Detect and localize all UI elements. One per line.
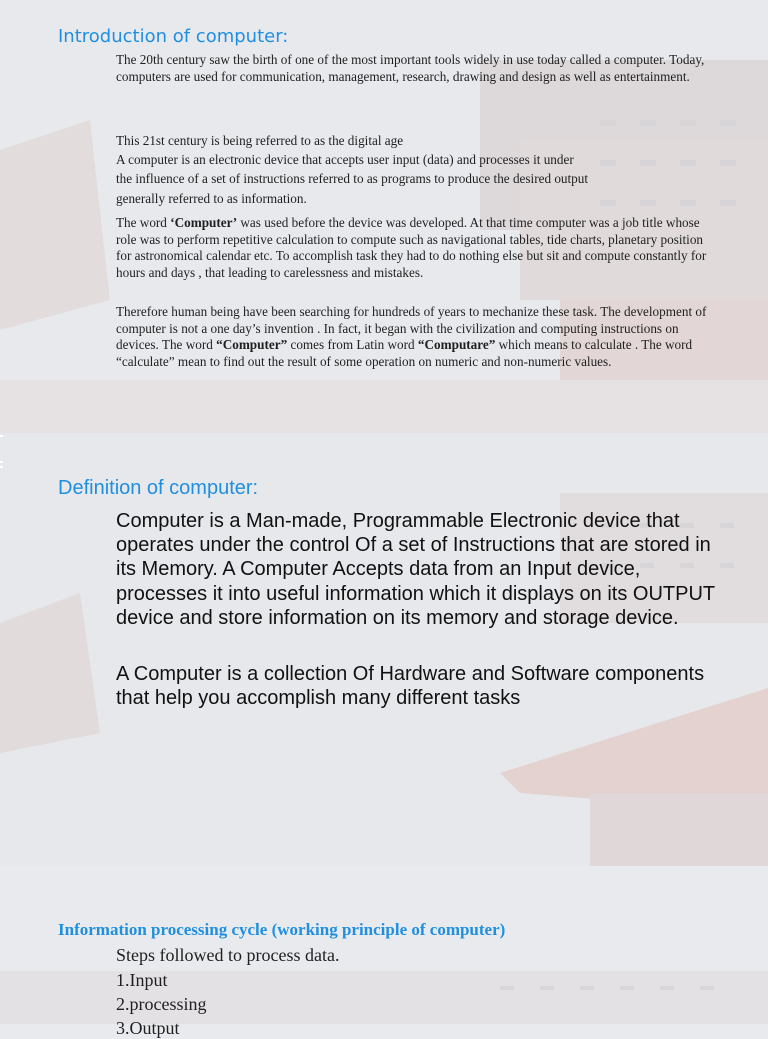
steps-intro: Steps followed to process data. [116, 945, 340, 965]
slide-definition [0, 433, 768, 866]
definition-paragraph-1: Computer is a Man-made, Programmable Electronic device that operates under the control Of a set of Instructions that are stored in its Memory. A Computer Accepts data from an Input device, processes it into useful information which it displays on its OUTPUT device and store information on its memory and storage device. [116, 510, 715, 629]
intro-paragraph-3-text-b: was used before the device was developed. At that time computer was a job title whose role was to perform repetitive calculation to compute such as navigational tables, tide charts, planetary position for astronomical calendar etc. To accomplish task they had to do nothing else but sit and compute constantly for hours and days , that leading to carelessness and mistakes. [116, 215, 707, 280]
intro-paragraph-4-text-c: which means to calculate . The word “calculate” mean to find out the result of some operation on numeric and non-numeric values. [116, 337, 693, 369]
slide-introduction [0, 0, 768, 433]
intro-paragraph-1: The 20th century saw the birth of one of the most important tools widely in use today called a computer. Today, computers are used for communication, management, research, drawing and design as well as entertainment. [116, 52, 705, 84]
intro-paragraph-3-text-a: The word [116, 215, 171, 230]
intro-paragraph-2 [116, 131, 736, 208]
slide-information-processing [0, 866, 768, 1038]
computare-word: “Computare” [417, 337, 496, 352]
step-processing: 2.processing [116, 994, 207, 1014]
introduction-heading: Introduction of computer: [58, 26, 289, 47]
intro-paragraph-2-line-3: the influence of a set of instructions referred to as programs to produce the desired output [116, 171, 589, 187]
intro-paragraph-3 [116, 215, 716, 281]
information-processing-heading: Information processing cycle (working principle of computer) [58, 920, 506, 939]
intro-paragraph-2-line-1: This 21st century is being referred to as the digital age [116, 133, 404, 148]
step-output: 3.Output [116, 1018, 180, 1038]
intro-paragraph-4-text-b: comes from Latin word [287, 337, 418, 352]
intro-paragraph-2-line-4: generally referred to as information. [116, 190, 307, 206]
definition-paragraph-2: A Computer is a collection Of Hardware and Software components that help you accomplish many different tasks [116, 663, 705, 710]
step-input: 1.Input [116, 970, 168, 990]
computer-word: “Computer” [216, 337, 288, 352]
computer-term: ‘Computer’ [170, 215, 238, 230]
intro-paragraph-4-text-a: Therefore human being have been searching for hundreds of years to mechanize these task. The development of computer is not a one day’s invention . In fact, it began with the civilization and computing instructions on devices. The word [116, 304, 707, 352]
intro-paragraph-2-line-2: A computer is an electronic device that accepts user input (data) and processes it under [116, 152, 574, 168]
definition-heading: Definition of computer: [58, 477, 259, 499]
intro-paragraph-4 [116, 304, 716, 370]
slide-edge-marks [0, 433, 6, 468]
